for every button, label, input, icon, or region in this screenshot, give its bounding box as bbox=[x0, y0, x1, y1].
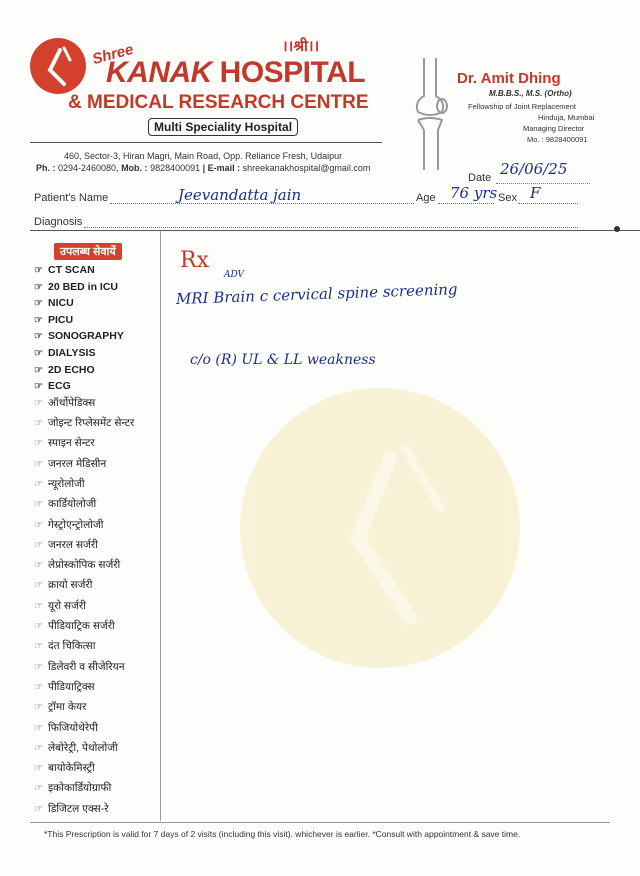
service-item bbox=[34, 362, 160, 379]
brand-prefix: Shree bbox=[90, 40, 136, 69]
service-item bbox=[34, 415, 160, 435]
service-label: यूरो सर्जरी bbox=[48, 599, 86, 612]
service-item bbox=[34, 395, 160, 415]
shree-symbol: ।।श्री।। bbox=[282, 38, 320, 55]
doctor-degrees: M.B.B.S., M.S. (Ortho) bbox=[489, 89, 572, 98]
service-label: दंत चिकित्सा bbox=[48, 640, 96, 653]
service-item bbox=[34, 598, 160, 618]
sidebar-divider bbox=[160, 231, 161, 821]
service-label: जोइन्ट रिप्लेसमेंट सेन्टर bbox=[48, 417, 135, 430]
service-label: स्पाइन सेन्टर bbox=[48, 437, 95, 450]
service-label: न्यूरोलोजी bbox=[48, 477, 85, 490]
date-label: Date bbox=[468, 172, 492, 184]
pointing-hand-icon: ☞ bbox=[34, 519, 43, 531]
pointing-hand-icon: ☞ bbox=[34, 641, 43, 653]
service-label: जनरल सर्जरी bbox=[48, 538, 98, 551]
email-value: shreekanakhospital@gmail.com bbox=[242, 163, 371, 173]
age-dotted-line bbox=[438, 203, 494, 204]
footer-divider bbox=[30, 822, 610, 823]
header-divider bbox=[30, 142, 382, 143]
pointing-hand-icon: ☞ bbox=[34, 418, 43, 430]
service-item bbox=[34, 279, 160, 296]
service-label: इकोकार्डियोग्राफी bbox=[48, 782, 112, 795]
diagnosis-dotted-line bbox=[84, 227, 578, 228]
service-label: CT SCAN bbox=[48, 264, 95, 276]
phone-label: Ph. : bbox=[36, 163, 58, 173]
patient-name-label: Patient's Name bbox=[34, 192, 109, 204]
service-label: डिलेवरी व सीजेरियन bbox=[48, 660, 125, 673]
service-item bbox=[34, 312, 160, 329]
pointing-hand-icon: ☞ bbox=[34, 621, 43, 633]
service-item bbox=[34, 496, 160, 516]
service-item bbox=[34, 517, 160, 537]
service-label: NICU bbox=[48, 297, 74, 310]
age-label: Age bbox=[416, 192, 436, 204]
patient-name-value: Jeevandatta jain bbox=[178, 186, 302, 204]
service-item bbox=[34, 679, 160, 699]
service-label: 20 BED in ICU bbox=[48, 280, 119, 293]
pointing-hand-icon: ☞ bbox=[34, 783, 43, 795]
service-item bbox=[34, 801, 160, 821]
service-item bbox=[34, 720, 160, 740]
hospital-name-italic: KANAK bbox=[106, 56, 212, 89]
service-label: डिजिटल एक्स-रे bbox=[48, 802, 109, 815]
service-item bbox=[34, 378, 160, 395]
pointing-hand-icon: ☞ bbox=[34, 458, 43, 470]
pointing-hand-icon: ☞ bbox=[34, 742, 43, 754]
services-title: उपलब्ध सेवायें bbox=[54, 243, 122, 260]
age-value: 76 yrs bbox=[450, 184, 498, 202]
pointing-hand-icon: ☞ bbox=[34, 364, 43, 376]
prescription-line-2: c/o (R) UL & LL weakness bbox=[190, 352, 376, 368]
service-item bbox=[34, 659, 160, 679]
service-item bbox=[34, 557, 160, 577]
service-label: फिजियोथेरेपी bbox=[48, 721, 98, 734]
rx-symbol: Rx bbox=[180, 248, 209, 273]
service-label: ऑर्थोपेडिक्स bbox=[48, 396, 96, 409]
service-label: पीडियाट्रिक सर्जरी bbox=[48, 620, 115, 633]
services-list bbox=[34, 262, 160, 821]
doctor-fellowship-place: Hinduja, Mumbai bbox=[538, 113, 595, 122]
service-label: PICU bbox=[48, 313, 74, 326]
pointing-hand-icon: ☞ bbox=[34, 763, 43, 775]
service-label: ECG bbox=[48, 380, 71, 393]
service-item bbox=[34, 760, 160, 780]
pointing-hand-icon: ☞ bbox=[34, 397, 43, 409]
pointing-hand-icon: ☞ bbox=[34, 298, 43, 310]
service-item bbox=[34, 699, 160, 719]
service-item bbox=[34, 328, 160, 345]
edge-dot bbox=[614, 226, 620, 232]
service-label: DIALYSIS bbox=[48, 346, 96, 359]
service-label: बायोकेमिस्ट्री bbox=[48, 762, 95, 775]
mobile-value: 9828400091 bbox=[150, 163, 201, 173]
sex-value: F bbox=[530, 184, 541, 202]
service-item bbox=[34, 295, 160, 312]
pointing-hand-icon: ☞ bbox=[34, 347, 43, 359]
email-label: | E-mail : bbox=[200, 163, 243, 173]
doctor-title: Managing Director bbox=[523, 124, 585, 133]
pointing-hand-icon: ☞ bbox=[34, 681, 43, 693]
pointing-hand-icon: ☞ bbox=[34, 314, 43, 326]
pointing-hand-icon: ☞ bbox=[34, 600, 43, 612]
knee-joint-icon bbox=[408, 58, 452, 170]
service-item bbox=[34, 537, 160, 557]
service-item bbox=[34, 476, 160, 496]
pointing-hand-icon: ☞ bbox=[34, 499, 43, 511]
pointing-hand-icon: ☞ bbox=[34, 803, 43, 815]
footer-note: *This Prescription is valid for 7 days of 2 visits (including this visit). whichever is earlier. *Consult with appointment & save time. bbox=[44, 829, 521, 839]
date-dotted-line bbox=[496, 183, 590, 184]
pointing-hand-icon: ☞ bbox=[34, 702, 43, 714]
tagline-badge: Multi Speciality Hospital bbox=[148, 118, 298, 136]
service-label: जनरल मेडिसीन bbox=[48, 457, 107, 470]
pointing-hand-icon: ☞ bbox=[34, 580, 43, 592]
phone-value: 0294-2460080, bbox=[58, 163, 122, 173]
watermark-logo bbox=[240, 388, 520, 668]
address: 460, Sector-3, Hiran Magri, Main Road, Opp. Reliance Fresh, Udaipur bbox=[64, 151, 343, 161]
service-label: ट्रॉमा केयर bbox=[48, 701, 87, 714]
service-label: पीडियाट्रिक्स bbox=[48, 680, 95, 693]
hospital-subtitle: & MEDICAL RESEARCH CENTRE bbox=[68, 92, 369, 113]
advice-note: ADV bbox=[224, 270, 245, 280]
service-label: लेप्रोस्कोपिक सर्जरी bbox=[48, 559, 121, 572]
prescription-line-1: MRI Brain c cervical spine screening bbox=[175, 280, 458, 308]
diagnosis-label: Diagnosis bbox=[34, 216, 83, 228]
pointing-hand-icon: ☞ bbox=[34, 539, 43, 551]
contact-line bbox=[36, 163, 370, 173]
service-item bbox=[34, 638, 160, 658]
pointing-hand-icon: ☞ bbox=[34, 661, 43, 673]
service-item bbox=[34, 345, 160, 362]
service-item bbox=[34, 262, 160, 279]
service-item bbox=[34, 740, 160, 760]
pointing-hand-icon: ☞ bbox=[34, 722, 43, 734]
section-divider bbox=[30, 230, 640, 231]
hospital-logo bbox=[30, 38, 86, 94]
pointing-hand-icon: ☞ bbox=[34, 438, 43, 450]
service-label: 2D ECHO bbox=[48, 363, 95, 376]
sex-label: Sex bbox=[498, 192, 517, 204]
doctor-mobile: Mo. : 9828400091 bbox=[527, 135, 588, 144]
pointing-hand-icon: ☞ bbox=[34, 381, 43, 393]
service-item bbox=[34, 780, 160, 800]
pointing-hand-icon: ☞ bbox=[34, 478, 43, 490]
service-label: कार्डियोलोजी bbox=[48, 498, 97, 511]
pointing-hand-icon: ☞ bbox=[34, 560, 43, 572]
sex-dotted-line bbox=[518, 203, 578, 204]
pointing-hand-icon: ☞ bbox=[34, 331, 43, 343]
doctor-name: Dr. Amit Dhing bbox=[457, 70, 561, 87]
service-item bbox=[34, 577, 160, 597]
date-value: 26/06/25 bbox=[500, 160, 568, 178]
pointing-hand-icon: ☞ bbox=[34, 281, 43, 293]
hospital-name-rest: HOSPITAL bbox=[211, 56, 366, 89]
service-label: क्रायो सर्जरी bbox=[48, 579, 93, 592]
service-item bbox=[34, 618, 160, 638]
service-item bbox=[34, 435, 160, 455]
doctor-fellowship: Fellowship of Joint Replacement bbox=[468, 102, 576, 111]
service-label: लेबोरेट्री, पेथोलोजी bbox=[48, 741, 118, 754]
service-item bbox=[34, 456, 160, 476]
pointing-hand-icon: ☞ bbox=[34, 265, 43, 276]
hospital-name bbox=[106, 56, 365, 90]
mobile-label: Mob. : bbox=[121, 163, 151, 173]
service-label: SONOGRAPHY bbox=[48, 330, 124, 343]
service-label: गेस्ट्रोएन्ट्रोलोजी bbox=[48, 518, 104, 531]
